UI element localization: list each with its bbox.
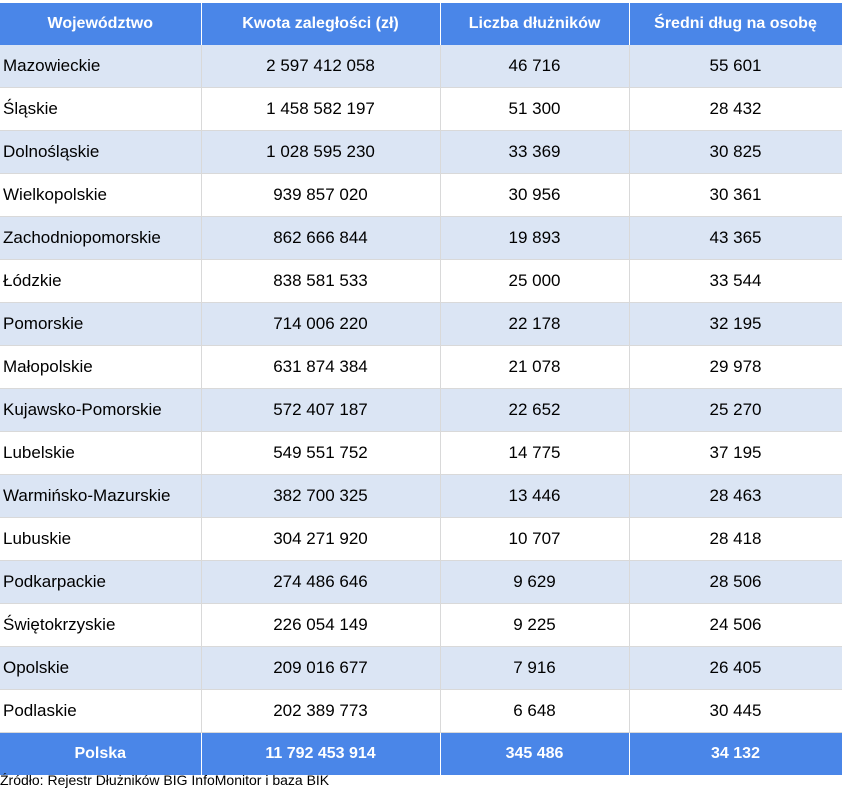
voivodeship-cell: Podkarpackie <box>0 561 201 604</box>
debtors-cell: 10 707 <box>440 518 629 561</box>
source-note: Źródło: Rejestr Dłużników BIG InfoMonitor i baza BIK <box>0 772 330 788</box>
amount-cell: 226 054 149 <box>201 604 440 647</box>
table-row <box>0 647 842 690</box>
average-debt-cell: 30 445 <box>629 690 842 733</box>
amount-cell: 202 389 773 <box>201 690 440 733</box>
table-header <box>0 3 842 45</box>
total-label-cell: Polska <box>0 733 201 776</box>
voivodeship-cell: Lubuskie <box>0 518 201 561</box>
average-debt-cell: 24 506 <box>629 604 842 647</box>
voivodeship-cell: Mazowieckie <box>0 45 201 88</box>
amount-cell: 939 857 020 <box>201 174 440 217</box>
amount-cell: 304 271 920 <box>201 518 440 561</box>
voivodeship-cell: Pomorskie <box>0 303 201 346</box>
voivodeship-cell: Śląskie <box>0 88 201 131</box>
average-debt-cell: 28 418 <box>629 518 842 561</box>
debtors-cell: 46 716 <box>440 45 629 88</box>
average-debt-cell: 32 195 <box>629 303 842 346</box>
total-debtors-cell: 345 486 <box>440 733 629 776</box>
total-row <box>0 733 842 776</box>
table-body <box>0 45 842 775</box>
debtors-cell: 13 446 <box>440 475 629 518</box>
table-row <box>0 88 842 131</box>
voivodeship-cell: Lubelskie <box>0 432 201 475</box>
table-row <box>0 346 842 389</box>
average-debt-cell: 26 405 <box>629 647 842 690</box>
table-row <box>0 604 842 647</box>
amount-cell: 714 006 220 <box>201 303 440 346</box>
average-debt-cell: 55 601 <box>629 45 842 88</box>
average-debt-cell: 33 544 <box>629 260 842 303</box>
amount-cell: 209 016 677 <box>201 647 440 690</box>
voivodeship-cell: Dolnośląskie <box>0 131 201 174</box>
voivodeship-cell: Opolskie <box>0 647 201 690</box>
header-debtors: Liczba dłużników <box>440 3 629 45</box>
voivodeship-cell: Łódzkie <box>0 260 201 303</box>
debtors-cell: 30 956 <box>440 174 629 217</box>
voivodeship-cell: Podlaskie <box>0 690 201 733</box>
average-debt-cell: 30 361 <box>629 174 842 217</box>
debtors-cell: 6 648 <box>440 690 629 733</box>
debtors-cell: 22 178 <box>440 303 629 346</box>
header-row <box>0 3 842 45</box>
voivodeship-cell: Małopolskie <box>0 346 201 389</box>
voivodeship-cell: Wielkopolskie <box>0 174 201 217</box>
average-debt-cell: 29 978 <box>629 346 842 389</box>
average-debt-cell: 28 506 <box>629 561 842 604</box>
table-row <box>0 217 842 260</box>
debtors-cell: 21 078 <box>440 346 629 389</box>
amount-cell: 862 666 844 <box>201 217 440 260</box>
debtors-cell: 9 225 <box>440 604 629 647</box>
average-debt-cell: 43 365 <box>629 217 842 260</box>
amount-cell: 572 407 187 <box>201 389 440 432</box>
table-row <box>0 303 842 346</box>
debtors-cell: 33 369 <box>440 131 629 174</box>
table-row <box>0 690 842 733</box>
average-debt-cell: 30 825 <box>629 131 842 174</box>
header-voivodeship: Województwo <box>0 3 201 45</box>
debtors-cell: 7 916 <box>440 647 629 690</box>
amount-cell: 1 028 595 230 <box>201 131 440 174</box>
amount-cell: 382 700 325 <box>201 475 440 518</box>
voivodeship-cell: Zachodniopomorskie <box>0 217 201 260</box>
table-row <box>0 518 842 561</box>
debt-table <box>0 3 842 775</box>
debtors-cell: 25 000 <box>440 260 629 303</box>
table-row <box>0 174 842 217</box>
voivodeship-cell: Kujawsko-Pomorskie <box>0 389 201 432</box>
average-debt-cell: 28 463 <box>629 475 842 518</box>
average-debt-cell: 28 432 <box>629 88 842 131</box>
total-amount-cell: 11 792 453 914 <box>201 733 440 776</box>
debtors-cell: 14 775 <box>440 432 629 475</box>
average-debt-cell: 25 270 <box>629 389 842 432</box>
voivodeship-cell: Warmińsko-Mazurskie <box>0 475 201 518</box>
table-row <box>0 432 842 475</box>
header-amount: Kwota zaległości (zł) <box>201 3 440 45</box>
amount-cell: 631 874 384 <box>201 346 440 389</box>
table-row <box>0 475 842 518</box>
header-average-debt: Średni dług na osobę <box>629 3 842 45</box>
table-row <box>0 260 842 303</box>
voivodeship-cell: Świętokrzyskie <box>0 604 201 647</box>
debtors-cell: 51 300 <box>440 88 629 131</box>
average-debt-cell: 37 195 <box>629 432 842 475</box>
amount-cell: 1 458 582 197 <box>201 88 440 131</box>
table-row <box>0 45 842 88</box>
table-row <box>0 561 842 604</box>
table-row <box>0 389 842 432</box>
debtors-cell: 19 893 <box>440 217 629 260</box>
amount-cell: 549 551 752 <box>201 432 440 475</box>
amount-cell: 2 597 412 058 <box>201 45 440 88</box>
table-row <box>0 131 842 174</box>
amount-cell: 274 486 646 <box>201 561 440 604</box>
debtors-cell: 9 629 <box>440 561 629 604</box>
amount-cell: 838 581 533 <box>201 260 440 303</box>
total-average-debt-cell: 34 132 <box>629 733 842 776</box>
debtors-cell: 22 652 <box>440 389 629 432</box>
